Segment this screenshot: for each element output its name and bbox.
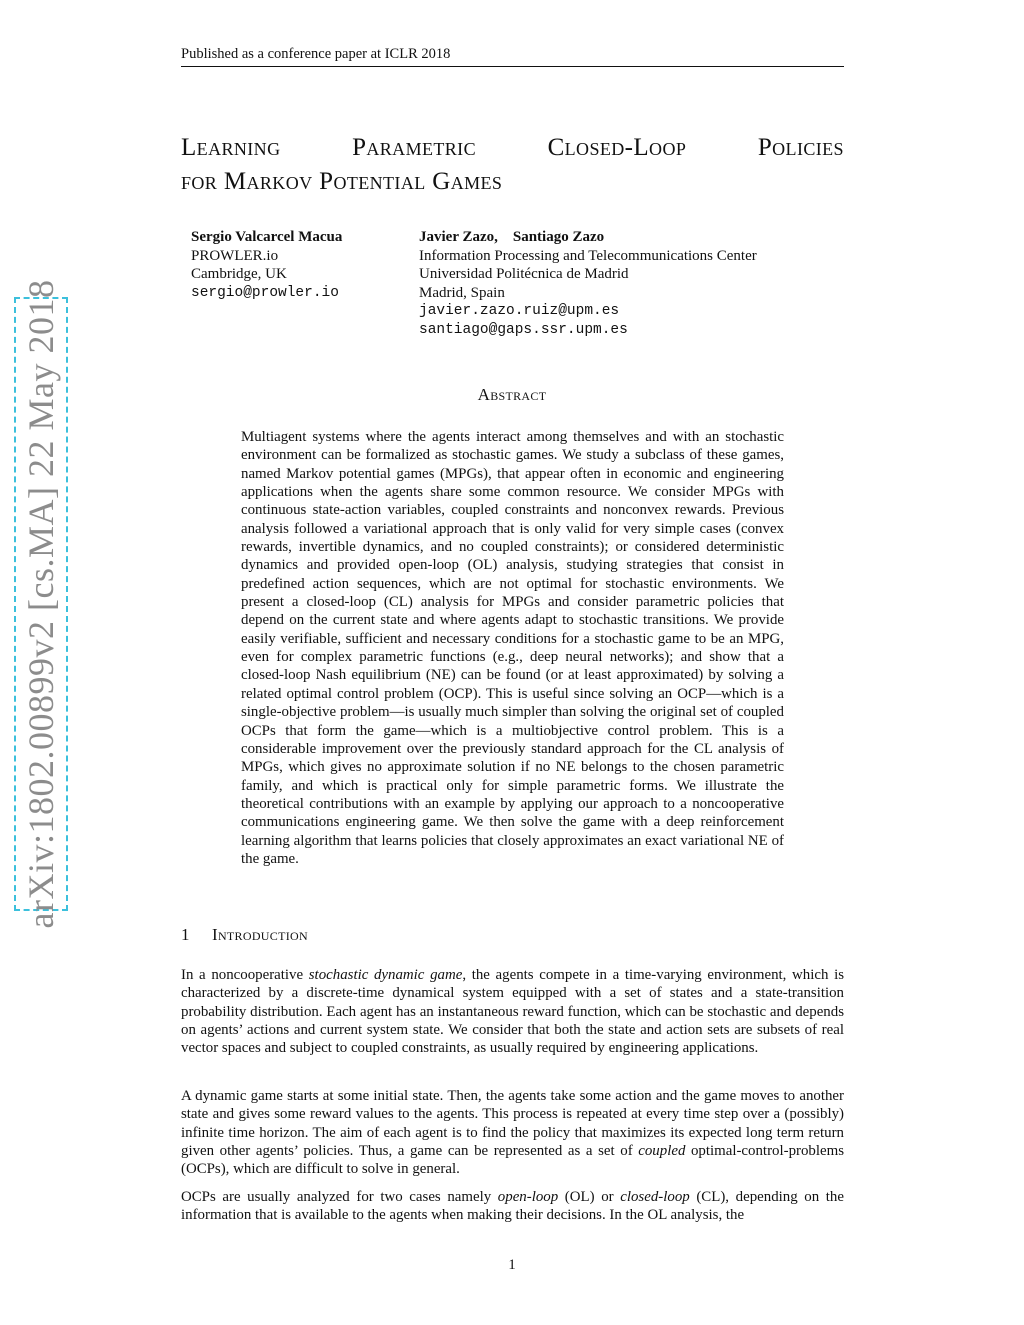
page-number: 1 [508, 1257, 516, 1273]
author-location: Cambridge, UK [191, 266, 287, 282]
text-run: OCPs are usually analyzed for two cases namely [181, 1189, 498, 1205]
section-title: Introduction [212, 925, 308, 944]
arxiv-identifier[interactable]: arXiv:1802.00899v2 [cs.MA] 22 May 2018 [21, 279, 61, 929]
section-number: 1 [181, 925, 190, 944]
author-email[interactable]: javier.zazo.ruiz@upm.es [419, 303, 620, 319]
emphasis: stochastic dynamic game [308, 967, 463, 983]
intro-paragraph [181, 1188, 844, 1225]
author-names: Javier Zazo, Santiago Zazo [419, 229, 605, 245]
arxiv-stamp [14, 279, 68, 929]
title-word: Parametric [352, 134, 476, 161]
text-run: (CL), depending on the information that is available to the agents when making their decisions. In the OL analysis, the [181, 1189, 844, 1224]
text-run: optimal-control-problems (OCPs), which are difficult to solve in general. [181, 1143, 844, 1178]
author-block-right [419, 228, 757, 339]
text-run: (OL) or [558, 1189, 621, 1205]
intro-paragraph [181, 1087, 844, 1179]
abstract-heading: Abstract [477, 385, 547, 404]
author-university: Universidad Politécnica de Madrid [419, 266, 629, 282]
author-location: Madrid, Spain [419, 284, 505, 301]
abstract-text: Multiagent systems where the agents interact among themselves and with an stochastic environment can be formalized as stochastic games. We study a subclass of these games, named Markov potential games (MPGs), that appear often in economic and engineering applications when the agents share some common resource. We consider MPGs with continuous state-action variables, coupled constraints and nonconvex rewards. Previous analysis followed a variational approach that is only valid for very simple cases (convex rewards, invertible dynamics, and no coupled constraints); or considered deterministic dynamics and provided open-loop (OL) analysis, studying strategies that consist in predefined action sequences, which are not optimal for stochastic environments. We present a closed-loop (CL) analysis for MPGs and consider parametric policies that depend on the current state and where agents adapt to stochastic transitions. We provide easily verifiable, sufficient and necessary conditions for a stochastic game to be an MPG, even for complex parametric functions (e.g., deep neural networks); and show that a closed-loop Nash equilibrium (NE) can be found (or at least approximated) by solving a related optimal control problem (OCP). This is useful since solving an OCP—which is a single-objective problem—is usually much simpler than solving the original set of coupled OCPs that form the game—which is a multiobjective control problem. This is a considerable improvement over the previously standard approach for the CL analysis of MPGs, which gives no approximate solution if no NE belongs to the chosen parametric family, and which is practical only for simple parametric forms. We illustrate the theoretical contributions with an example by applying our approach to a noncooperative communications engineering game. We then solve the game with a deep reinforcement learning algorithm that learns policies that closely approximates an exact variational NE of the game. [241, 429, 784, 867]
title-line-2: for Markov Potential Games [181, 168, 503, 195]
author-block-left [191, 228, 342, 302]
section-heading-introduction [181, 925, 308, 945]
author-affiliation: Information Processing and Telecommunications Center [419, 247, 757, 264]
intro-paragraph [181, 966, 844, 1058]
author-affiliation: PROWLER.io [191, 247, 279, 264]
author-email[interactable]: sergio@prowler.io [191, 284, 339, 301]
running-header [181, 45, 844, 67]
paper-title [181, 131, 844, 199]
text-run: In a noncooperative [181, 967, 309, 983]
author-email[interactable]: santiago@gaps.ssr.upm.es [419, 321, 628, 338]
text-run: , the agents compete in a time-varying environment, which is characterized by a discrete-time dynamical system equipped with a set of states and a state-transition probability distribution. Each agent has an instantaneous reward function, which can be stochastic and depends on agents’ actions and current system state. We consider that both the state and action sets are subsets of real vector spaces and subject to coupled constraints, as usually required by engineering applications. [181, 967, 844, 1057]
venue-text: Published as a conference paper at ICLR 2018 [181, 46, 451, 62]
title-word: Policies [757, 134, 844, 161]
text-run: A dynamic game starts at some initial state. Then, the agents take some action and the game moves to another state and gives some reward values to the agents. This process is repeated at every time step over a (possibly) infinite time horizon. The aim of each agent is to find the policy that maximizes its expected long term return given other agents’ policies. Thus, a game can be represented as a set of [181, 1088, 844, 1160]
emphasis: coupled [638, 1143, 686, 1160]
title-word: Closed-Loop [547, 134, 687, 161]
emphasis: closed-loop [620, 1189, 690, 1205]
title-word: Learning [181, 134, 281, 161]
emphasis: open-loop [497, 1189, 559, 1205]
title-line-1 [181, 131, 844, 165]
author-name: Sergio Valcarcel Macua [191, 229, 343, 245]
